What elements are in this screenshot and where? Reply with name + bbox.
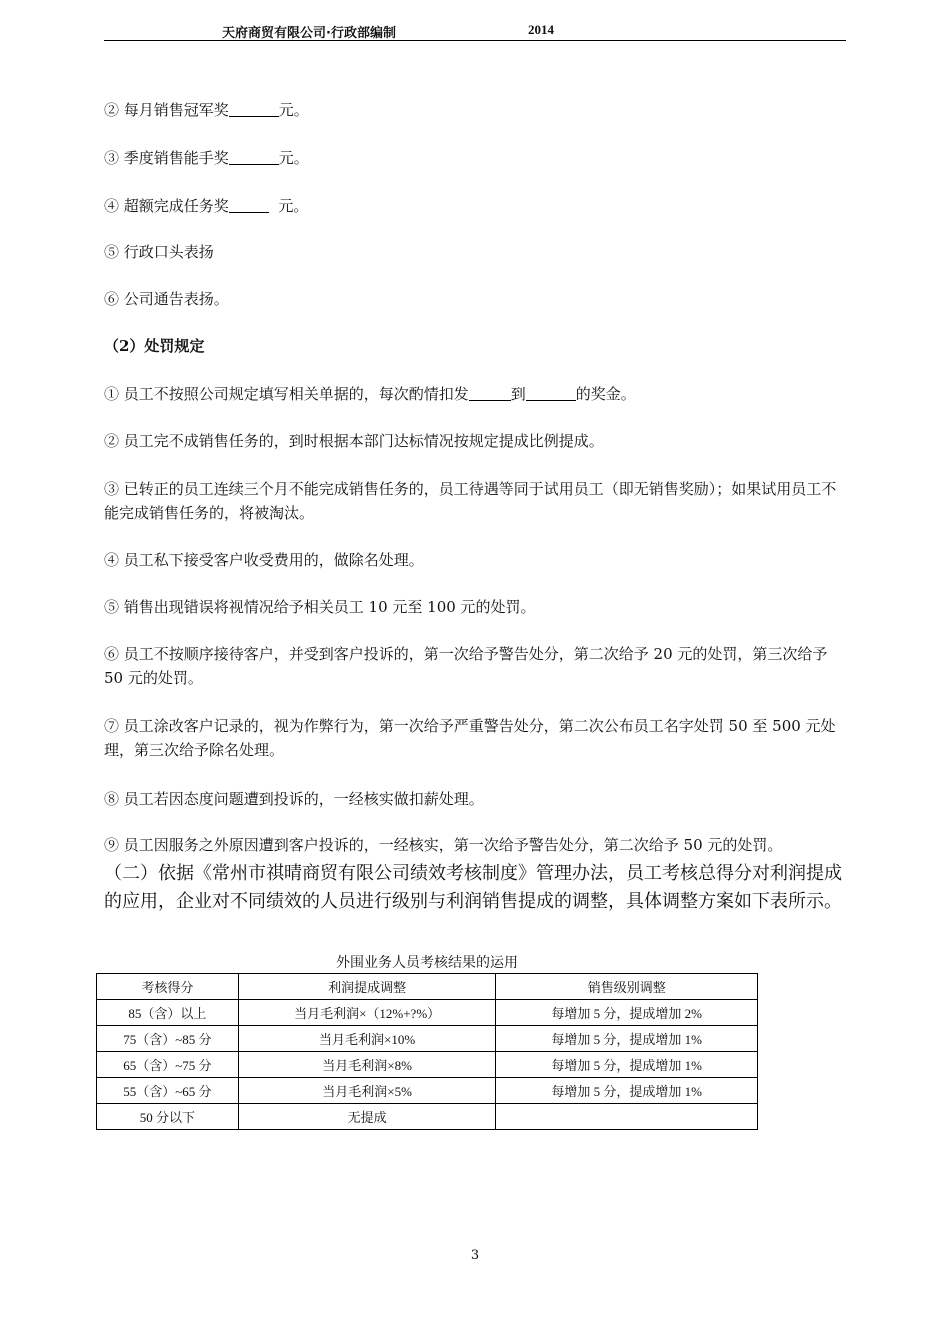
fill-blank [229,148,279,165]
table-cell: 每增加 5 分，提成增加 1% [496,1026,758,1052]
table-cell: 当月毛利润×10% [238,1026,496,1052]
fill-blank [229,196,269,213]
reward-item-4-unit: 元。 [278,197,309,215]
table-cell: 50 分以下 [97,1104,239,1130]
table-cell: 当月毛利润×5% [238,1078,496,1104]
penalty-item-6: ⑥ 员工不按顺序接待客户，并受到客户投诉的，第一次给予警告处分，第二次给予 20 元的处罚，第三次给予 50 元的处罚。 [104,645,828,687]
table-cell: 55（含）~65 分 [97,1078,239,1104]
column-header: 销售级别调整 [496,974,758,1000]
table-row [97,1000,758,1026]
penalty-item-1-mid: 到 [510,385,526,403]
assessment-table [96,973,758,1130]
reward-item-3-label: ③ 季度销售能手奖 [104,149,229,167]
table-cell: 每增加 5 分，提成增加 1% [496,1078,758,1104]
penalty-item-7: ⑦ 员工涂改客户记录的，视为作弊行为，第一次给予严重警告处分，第二次公布员工名字处罚 50 至 500 元处理，第三次给予除名处理。 [104,717,836,759]
table-cell: 85（含）以上 [97,1000,239,1026]
penalty-item-9: ⑨ 员工因服务之外原因遭到客户投诉的，一经核实，第一次给予警告处分，第二次给予 50 元的处罚。 [104,836,783,854]
fill-blank [469,384,511,401]
table-row [97,1026,758,1052]
fill-blank [229,100,279,117]
table-cell: 75（含）~85 分 [97,1026,239,1052]
table-row [97,1078,758,1104]
table-header-row [97,974,758,1000]
penalty-item-1 [104,382,846,406]
header-org: 天府商贸有限公司·行政部编制 [222,26,396,41]
reward-item-2-label: ② 每月销售冠军奖 [104,101,229,119]
table-cell: 当月毛利润×8% [238,1052,496,1078]
penalty-item-1-end: 的奖金。 [575,385,636,403]
table-caption: 外围业务人员考核结果的运用 [336,955,518,971]
section-two-paragraph: （二）依据《常州市祺晴商贸有限公司绩效考核制度》管理办法，员工考核总得分对利润提成的应用，企业对不同绩效的人员进行级别与利润销售提成的调整，具体调整方案如下表所示。 [104,863,842,912]
penalty-heading: （2）处罚规定 [104,337,205,355]
reward-item-2 [104,98,846,122]
table-cell [496,1104,758,1130]
penalty-item-2: ② 员工完不成销售任务的，到时根据本部门达标情况按规定提成比例提成。 [104,432,604,450]
penalty-item-4: ④ 员工私下接受客户收受费用的，做除名处理。 [104,551,424,569]
penalty-item-1-text: ① 员工不按照公司规定填写相关单据的，每次酌情扣发 [104,385,469,403]
table-cell: 每增加 5 分，提成增加 2% [496,1000,758,1026]
table-row [97,1052,758,1078]
penalty-item-5: ⑤ 销售出现错误将视情况给予相关员工 10 元至 100 元的处罚。 [104,598,536,616]
penalty-item-3: ③ 已转正的员工连续三个月不能完成销售任务的，员工待遇等同于试用员工（即无销售奖励）；如果试用员工不能完成销售任务的，将被淘汰。 [104,480,837,522]
page-header [104,18,846,41]
page-number: 3 [470,1248,480,1263]
reward-item-2-unit: 元。 [278,101,309,119]
reward-item-4-label: ④ 超额完成任务奖 [104,197,229,215]
reward-item-3 [104,146,846,170]
table-cell: 无提成 [238,1104,496,1130]
reward-item-4 [104,194,846,218]
reward-item-5: ⑤ 行政口头表扬 [104,243,214,261]
table-row [97,1104,758,1130]
reward-item-3-unit: 元。 [278,149,309,167]
table-cell: 65（含）~75 分 [97,1052,239,1078]
fill-blank [526,384,576,401]
penalty-item-8: ⑧ 员工若因态度问题遭到投诉的，一经核实做扣薪处理。 [104,790,484,808]
table-cell: 当月毛利润×（12%+?%） [238,1000,496,1026]
reward-item-6: ⑥ 公司通告表扬。 [104,290,229,308]
column-header: 考核得分 [97,974,239,1000]
column-header: 利润提成调整 [238,974,496,1000]
table-cell: 每增加 5 分，提成增加 1% [496,1052,758,1078]
header-year: 2014 [528,22,554,37]
